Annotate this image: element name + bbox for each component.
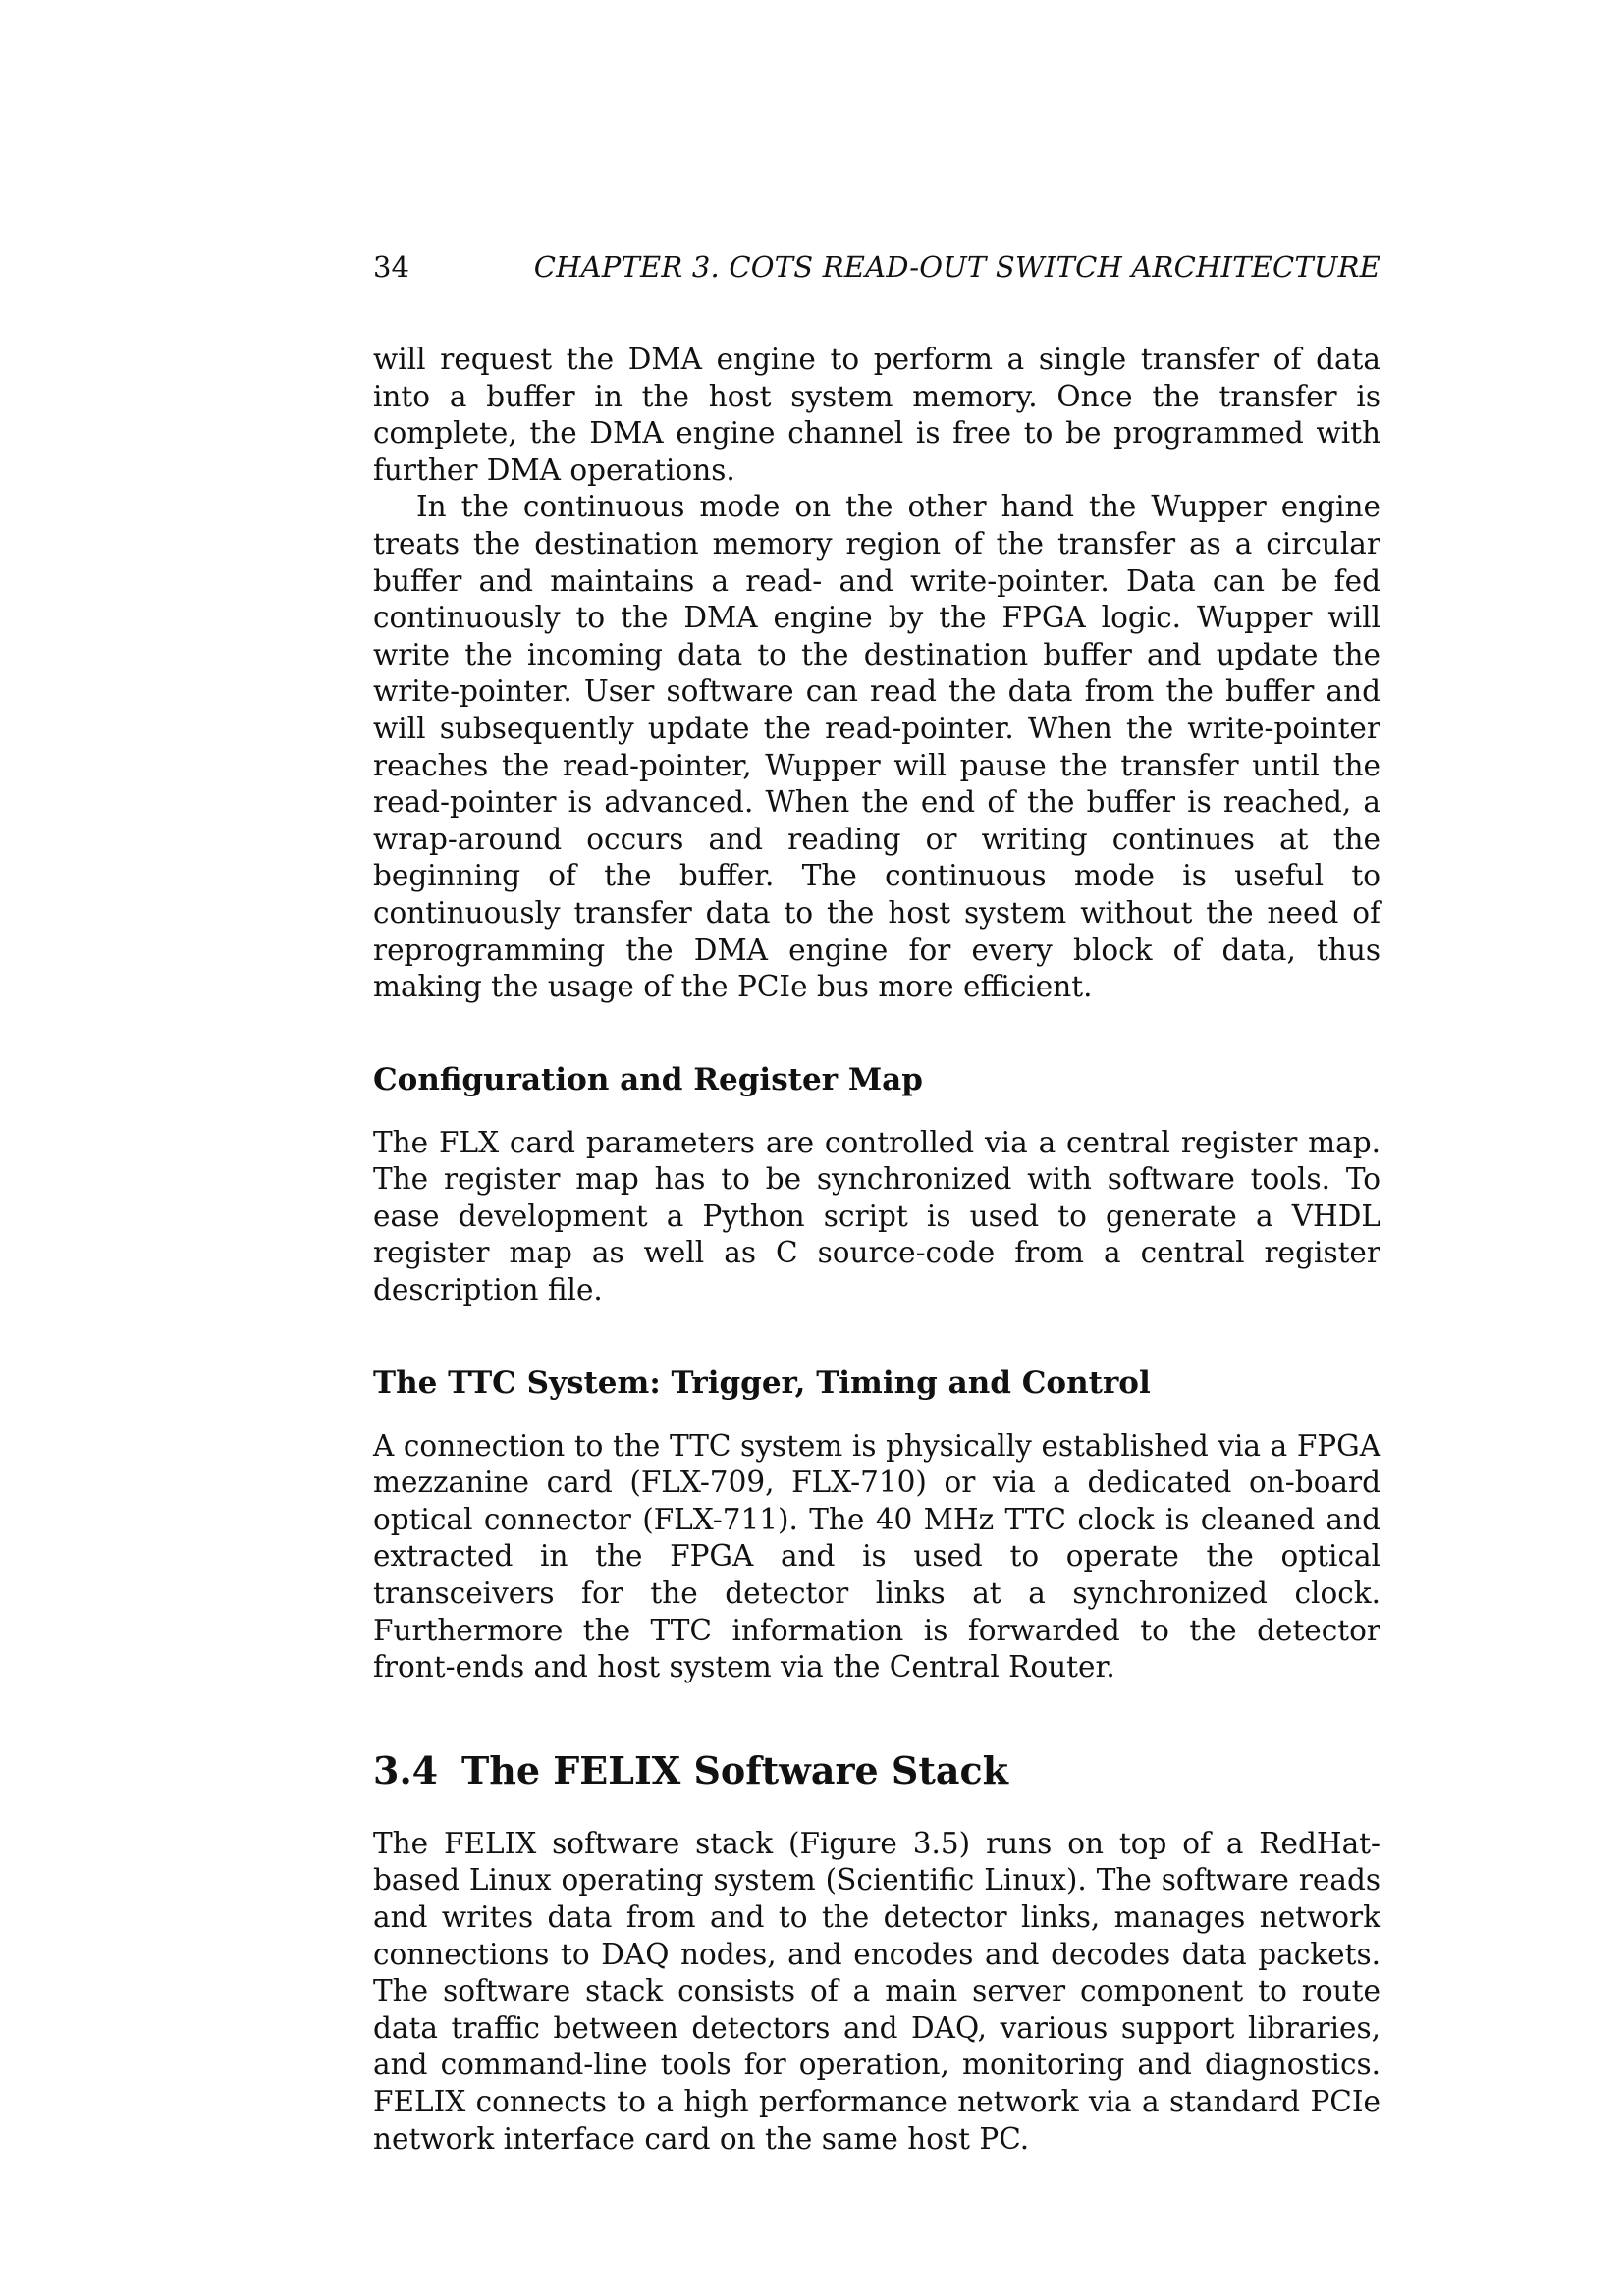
running-header xyxy=(373,247,1380,287)
paragraph-ttc: A connection to the TTC system is physically established via a FPGA mezzanine card (FLX-709, FLX-710) or via a dedicated on-board optical connector (FLX-711). The 40 MHz TTC clock is cleaned and extracted in the FPGA and is used to operate the optical transceivers for the detector links at a synchronized clock. Furthermore the TTC information is forwarded to the detector front-ends and host system via the Central Router. xyxy=(373,1428,1380,1684)
subsection-heading-config: Configuration and Register Map xyxy=(373,1061,923,1097)
section-number: 3.4 xyxy=(373,1747,439,1792)
body-text xyxy=(373,342,1380,2158)
page xyxy=(373,247,1380,2158)
paragraph-software-stack: The FELIX software stack (Figure 3.5) runs on top of a RedHat-based Linux operating system (Scientific Linux). The software reads and writes data from and to the detector links, manages network connections to DAQ nodes, and encodes and decodes data packets. The software stack consists of a main server component to route data traffic between detectors and DAQ, various support libraries, and command-line tools for operation, monitoring and diagnostics. FELIX connects to a high performance network via a standard PCIe network interface card on the same host PC. xyxy=(373,1826,1380,2156)
paragraph-dma-single: will request the DMA engine to perform a single transfer of data into a buffer in the host system memory. Once the transfer is complete, the DMA engine channel is free to be programmed with further DMA operations. xyxy=(373,343,1380,487)
paragraph-continuous-mode: In the continuous mode on the other hand the Wupper engine treats the destination memory region of the transfer as a circular buffer and maintains a read- and write-pointer. Data can be fed continuously to the DMA engine by the FPGA logic. Wupper will write the incoming data to the destination buffer and update the write-pointer. User software can read the data from the buffer and will subsequently update the read-pointer. When the write-pointer reaches the read-pointer, Wupper will pause the transfer until the read-pointer is advanced. When the end of the buffer is reached, a wrap-around occurs and reading or writing continues at the beginning of the buffer. The continuous mode is useful to continuously transfer data to the host system without the need of reprogramming the DMA engine for every block of data, thus making the usage of the PCIe bus more efficient. xyxy=(373,490,1380,1004)
chapter-title: CHAPTER 3. COTS READ-OUT SWITCH ARCHITECTURE xyxy=(533,250,1380,284)
page-number: 34 xyxy=(373,250,409,284)
paragraph-register-map: The FLX card parameters are controlled via a central register map. The register map has to be synchronized with software tools. To ease development a Python script is used to generate a VHDL register map as well as C source-code from a central register description file. xyxy=(373,1125,1380,1308)
section-title: The FELIX Software Stack xyxy=(461,1747,1008,1792)
section-heading xyxy=(373,1747,1380,1794)
subsection-heading-ttc: The TTC System: Trigger, Timing and Control xyxy=(373,1364,1151,1401)
